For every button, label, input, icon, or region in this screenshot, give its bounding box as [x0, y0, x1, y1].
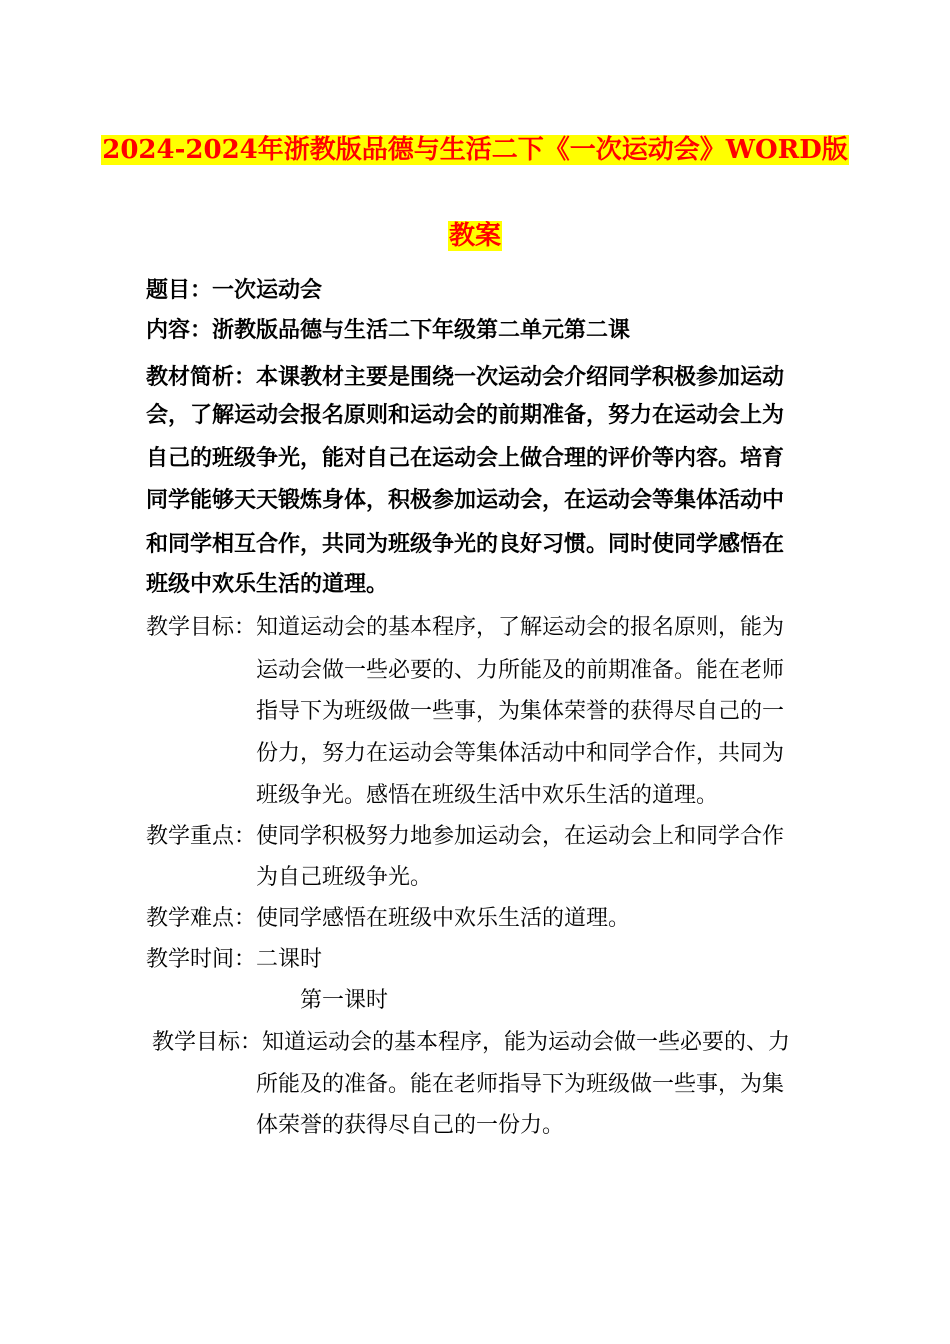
first-lesson-goals-label: 教学目标： [152, 1030, 263, 1055]
key-points-line-1: 使同学积极努力地参加运动会，在运动会上和同学合作 [256, 824, 785, 849]
goals-line-3: 指导下为班级做一些事，为集体荣誉的获得尽自己的一 [256, 699, 785, 724]
goals-line-5: 班级争光。感悟在班级生活中欢乐生活的道理。 [256, 783, 719, 808]
first-lesson-goals-line-3: 体荣誉的获得尽自己的一份力。 [256, 1113, 565, 1138]
key-points-line-2: 为自己班级争光。 [256, 865, 433, 890]
time-line-1: 二课时 [256, 947, 323, 972]
document-title-line-1 [0, 132, 950, 168]
goals-line-2: 运动会做一些必要的、力所能及的前期准备。能在老师 [256, 658, 785, 683]
title-text-2: 教案 [448, 221, 501, 251]
analysis-line-3: 自己的班级争光，能对自己在运动会上做合理的评价等内容。培育 [146, 445, 785, 471]
difficulty-line-1: 使同学感悟在班级中欢乐生活的道理。 [256, 906, 631, 931]
first-lesson-goals-line-1: 知道运动会的基本程序，能为运动会做一些必要的、力 [262, 1030, 791, 1055]
difficulty-label: 教学难点： [146, 906, 257, 931]
topic-line: 题目：一次运动会 [146, 277, 323, 303]
goals-line-1: 知道运动会的基本程序，了解运动会的报名原则，能为 [256, 615, 785, 640]
document-title-line-2 [0, 218, 950, 254]
analysis-line-6: 班级中欢乐生活的道理。 [146, 571, 389, 597]
analysis-line-5: 和同学相互合作，共同为班级争光的良好习惯。同时使同学感悟在 [146, 531, 785, 557]
content-line: 内容：浙教版品德与生活二下年级第二单元第二课 [146, 317, 631, 343]
title-text-1: 2024-2024年浙教版品德与生活二下《一次运动会》WORD版 [102, 135, 848, 165]
analysis-line-4: 同学能够天天锻炼身体，积极参加运动会，在运动会等集体活动中 [146, 487, 785, 513]
goals-line-4: 份力，努力在运动会等集体活动中和同学合作，共同为 [256, 741, 785, 766]
analysis-line-1: 教材简析：本课教材主要是围绕一次运动会介绍同学积极参加运动 [146, 364, 785, 390]
analysis-line-2: 会，了解运动会报名原则和运动会的前期准备，努力在运动会上为 [146, 402, 785, 428]
goals-label: 教学目标： [146, 615, 257, 640]
key-points-label: 教学重点： [146, 824, 257, 849]
first-lesson-heading: 第一课时 [300, 988, 389, 1013]
first-lesson-goals-line-2: 所能及的准备。能在老师指导下为班级做一些事，为集 [256, 1072, 785, 1097]
time-label: 教学时间： [146, 947, 257, 972]
